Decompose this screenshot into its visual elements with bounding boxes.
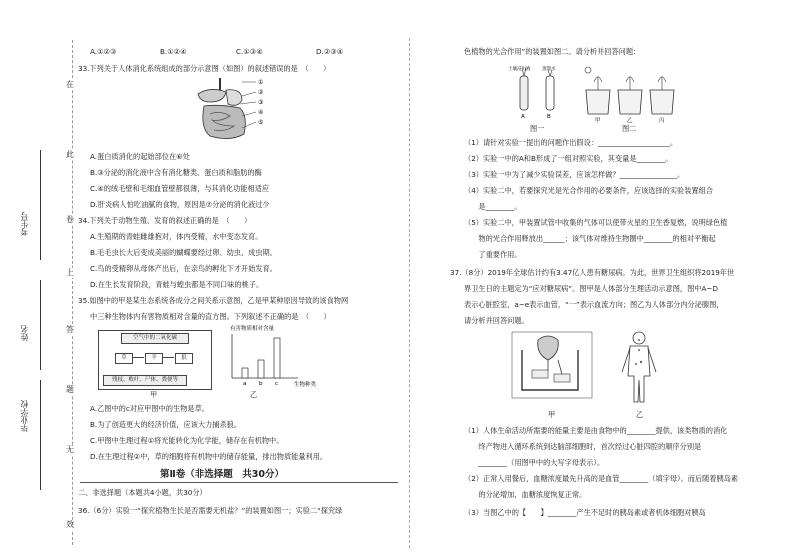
chart-tick-label: b (259, 381, 263, 387)
prev-option-b: B.①②④ (160, 47, 187, 56)
ecosystem-diagram (98, 330, 212, 390)
sheep-box: 羊 (145, 353, 163, 364)
experiment-figure-1 (508, 62, 570, 126)
tube-label: B (547, 114, 551, 120)
jar-label: 丙 (659, 118, 665, 124)
q34-option-a: A.生殖期的青蛙雌雄抱对，体内受精，水中变态发育。 (90, 232, 263, 241)
label-water: 蒸馏水 (542, 67, 556, 72)
q37-item: （2）正常人用餐后，血糖浓度最先升高的是血管________（填字母）。而后随着胰岛素 (464, 474, 739, 483)
chart-title: 有害物质相对含量 (230, 326, 275, 332)
q37-item: （3）当图乙中的【 】________产生不足时的胰岛素或者机体细胞对胰岛 (464, 508, 706, 517)
chart-bar (274, 338, 280, 378)
chart-tick-label: a (243, 381, 247, 387)
q35-option-d: D.在生理过程②中，草的细胞将有机物中的储存能量，排出物质能量利用。 (90, 452, 328, 461)
experiment-figure-2 (580, 62, 680, 126)
jar-label: 甲 (595, 118, 601, 124)
tube-b (546, 76, 554, 110)
field-label-student-id: 考生号 (20, 212, 29, 236)
prev-option-d: D.②③④ (316, 47, 344, 56)
q37-item: ________（用图甲中的大写字母表示）。 (464, 458, 605, 467)
binding-char: 卷 (66, 215, 74, 224)
figure-label: ⑤ (258, 119, 264, 126)
part2-title: 第Ⅱ卷（非选择题 共30分） (160, 469, 284, 480)
binding-char: 答 (66, 325, 74, 334)
caption-jia: 甲 (150, 390, 158, 399)
q34-option-b: B.毛毛虫长大后变成美丽的蝴蝶要经过卵、幼虫、成虫期。 (90, 248, 277, 257)
binding-line (72, 40, 73, 545)
q33-option-c: C.④的绒毛壁和毛细血管壁都很薄，与其消化功能相适应 (90, 184, 270, 193)
tube-label: A (521, 114, 525, 120)
q35-stem-line-1: 35.如图中的甲是某生态系统各成分之间关系示意图，乙是甲某种原因导致的该食物网 (78, 296, 349, 305)
chart-bar (258, 360, 264, 378)
q35-option-c: C.甲图中生理过程①将光能转化为化学能，储存在有机物中。 (90, 436, 284, 445)
prev-option-a: A.①②③ (90, 47, 117, 56)
q34-option-c: C.鸟的受精卵从母体产出后，在亲鸟的孵化下才开始发育。 (90, 264, 277, 273)
torso-shape (628, 346, 650, 402)
binding-char: 此 (66, 150, 74, 159)
q36-item: 物的光合作用释放出______；该气体对维持生物圈中________的相对平衡起 (464, 234, 716, 243)
digestive-system-figure (190, 76, 280, 144)
part2-intro: 二、非选择题（本题共4小题，共30分） (78, 488, 207, 497)
q37-item: 的分泌增加，血糖浓度恢复正常。 (464, 490, 587, 499)
q34-stem: 34.下列关于动物生殖、发育的叙述正确的是 （ ） (78, 216, 252, 225)
q35-option-b: B.为了创造更大的经济价值，应该大力捕杀狼。 (90, 420, 241, 429)
binding-char: 效 (66, 520, 74, 529)
intestine-shape (203, 105, 245, 138)
head-shape (633, 332, 645, 344)
chart-bar (242, 368, 248, 378)
q36-item: 是________。 (464, 202, 522, 211)
field-student-id[interactable] (26, 150, 41, 260)
binding-char: 无 (66, 445, 74, 454)
caption-fig-1: 图一 (530, 124, 545, 133)
q37-item: （1）人体生命活动所需要的能量主要是由食物中的________提供，该类物质的消化 (464, 426, 728, 435)
q34-option-d: D.在生长发育阶段，青蛙与蝗虫都是不同口味的桃子。 (90, 280, 264, 289)
figure-label: ③ (258, 99, 264, 106)
q36-item: （1）请针对实验一提出的问题作出假设：____________________。 (464, 138, 678, 147)
circulation-figure (508, 330, 598, 406)
endocrine-figure (614, 330, 664, 406)
q35-stem-line-2: 中三种生物体内有害物质相对含量的直方图。下列叙述不正确的是 （ ） (90, 312, 331, 321)
q37-stem: 请分析并回答问题。 (464, 316, 529, 325)
q37-stem: 界卫生日的主题定为“应对糖尿病”。图甲是人体部分生理活动示意图，图中A~D (464, 284, 718, 293)
x-axis-label: 生物种类 (294, 382, 317, 388)
prev-option-c: C.①③④ (236, 47, 263, 56)
tube-a (520, 76, 528, 110)
binding-char: 在 (66, 80, 74, 89)
label-soil: 土壤浸出液 (508, 67, 531, 72)
caption-circ-jia: 甲 (548, 410, 556, 419)
binding-char: 上 (66, 268, 74, 277)
grass-box: 草 (115, 353, 133, 364)
stomach-shape (226, 90, 242, 106)
q33-option-a: A.蛋白质消化的起始部位在⑥处 (90, 152, 190, 161)
caption-endo-yi: 乙 (636, 410, 644, 419)
q33-stem: 33.下列关于人体消化系统组成的部分示意图（如图）的叙述错误的是 （ ） (78, 64, 331, 73)
liver-shape (198, 89, 226, 102)
wolf-box: 狼 (175, 353, 193, 364)
column-divider (409, 38, 410, 548)
harmful-substance-chart (218, 322, 328, 392)
q37-stem: 37.（8分）2019年全球估计约有3.47亿人患有糖尿病。为此，世界卫生组织将2019年世 (450, 268, 735, 277)
divider (80, 482, 398, 483)
arrow (132, 357, 144, 358)
q37-stem: 表示心脏腔室，a~e表示血管，“一”表示血流方向；图乙为人体部分内分泌腺图， (464, 300, 724, 309)
co2-box: 空气中的二氧化碳 (121, 333, 189, 344)
q36-item: （5）实验二中，甲装置试管中收集的气体可以使带火星的卫生香复燃，说明绿色植 (464, 218, 728, 227)
q35-option-a: A.乙图中的c对应甲图中的生物是草。 (90, 404, 209, 413)
q36-stem-cont: 色植物的光合作用”的装置如图二。请分析并回答问题： (464, 47, 641, 56)
q36-item: 了重要作用。 (464, 250, 522, 259)
figure-label: ④ (258, 109, 264, 116)
figure-label: ② (258, 89, 264, 96)
field-label-name: 姓名 (20, 325, 29, 341)
chart-tick-label: c (275, 381, 279, 387)
arrow (162, 357, 174, 358)
organ-box (532, 370, 548, 378)
q36-item: （2）实验一中的A和B形成了一组对照实验，其变量是________。 (464, 154, 673, 163)
q36-item: （3）实验一中为了减少实验误差，应该怎样做？________________。 (464, 170, 685, 179)
q36-stem-start: 36.（6分）实验一“探究植物生长是否需要无机盐？”的装置如图一；实验二“探究绿 (78, 506, 343, 515)
caption-fig-2: 图二 (622, 124, 637, 133)
binding-char: 题 (66, 385, 74, 394)
q33-option-b: B.③分泌的消化液中含有消化糖类、蛋白质和脂肪的酶 (90, 168, 262, 177)
jar-label: 乙 (627, 118, 633, 124)
figure-label: ① (258, 79, 264, 86)
detritus-box: 残枝、败叶、尸体、粪便等 (103, 375, 187, 386)
q36-item: （4）实验二中，若要探究光是光合作用的必要条件，应该选择的实验装置组合 (464, 186, 713, 195)
field-school[interactable] (26, 380, 41, 490)
field-label-school: 毕业学校 (20, 400, 29, 432)
organ-box (554, 374, 570, 382)
caption-yi: 乙 (250, 390, 258, 399)
q37-item: 终产物进入循环系统到达脑部细胞时，首次经过心脏四腔的顺序分别是 (464, 442, 702, 451)
q33-option-d: D.肝炎病人怕吃油腻的食物，原因是⑦分泌的消化液过少 (90, 200, 270, 209)
